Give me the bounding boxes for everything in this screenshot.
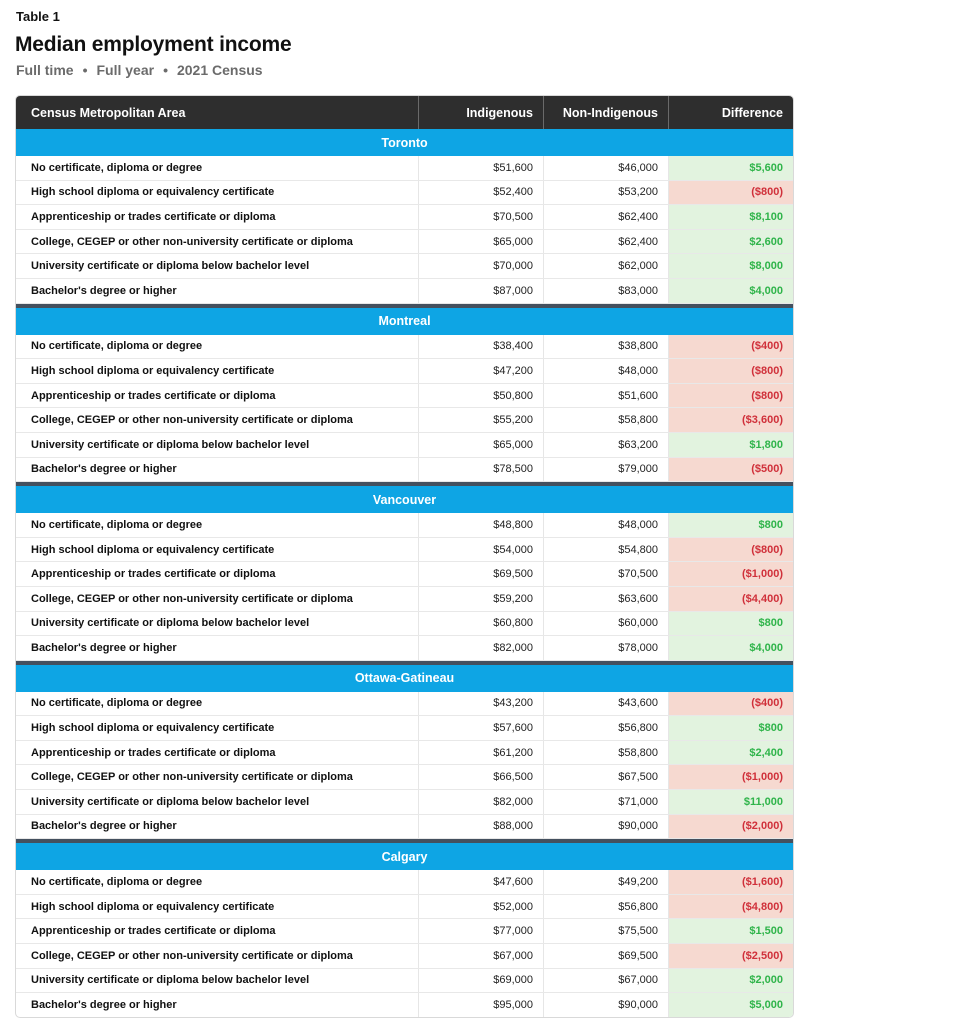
cell-education-level: Bachelor's degree or higher	[31, 463, 177, 476]
table-row	[16, 513, 793, 538]
cell-difference: $2,000	[668, 969, 793, 993]
cell-difference: $5,000	[668, 993, 793, 1017]
cell-non-indigenous: $90,000	[543, 993, 668, 1017]
cell-education-level: No certificate, diploma or degree	[31, 340, 203, 353]
cell-non-indigenous: $90,000	[543, 815, 668, 839]
cell-non-indigenous: $54,800	[543, 538, 668, 562]
cell-difference: ($2,500)	[668, 944, 793, 968]
cell-indigenous: $95,000	[418, 993, 543, 1017]
cell-difference: ($800)	[668, 538, 793, 562]
cell-education-level: No certificate, diploma or degree	[31, 518, 203, 531]
cell-indigenous: $54,000	[418, 538, 543, 562]
cell-difference: $5,600	[668, 156, 793, 180]
section-title: Ottawa-Gatineau	[16, 665, 793, 692]
cell-indigenous: $67,000	[418, 944, 543, 968]
table-row	[16, 790, 793, 815]
cell-education-level: Apprenticeship or trades certificate or diploma	[31, 210, 276, 223]
section-title: Calgary	[16, 843, 793, 870]
cell-indigenous: $38,400	[418, 335, 543, 359]
table-row	[16, 587, 793, 612]
cell-indigenous: $82,000	[418, 636, 543, 660]
cell-difference: $2,600	[668, 230, 793, 254]
cell-difference: ($1,000)	[668, 765, 793, 789]
table-row	[16, 815, 793, 840]
cell-non-indigenous: $38,800	[543, 335, 668, 359]
cell-non-indigenous: $60,000	[543, 612, 668, 636]
subtitle-separator: •	[163, 62, 168, 78]
cell-difference: ($500)	[668, 458, 793, 482]
cell-non-indigenous: $48,000	[543, 513, 668, 537]
cell-education-level: Apprenticeship or trades certificate or diploma	[31, 389, 276, 402]
table-row	[16, 230, 793, 255]
cell-education-level: University certificate or diploma below bachelor level	[31, 260, 310, 273]
cell-indigenous: $57,600	[418, 716, 543, 740]
cell-education-level: College, CEGEP or other non-university certificate or diploma	[31, 414, 353, 427]
cell-indigenous: $66,500	[418, 765, 543, 789]
table-row	[16, 612, 793, 637]
cell-difference: ($400)	[668, 335, 793, 359]
cell-education-level: Apprenticeship or trades certificate or diploma	[31, 568, 276, 581]
cell-indigenous: $88,000	[418, 815, 543, 839]
cell-difference: ($800)	[668, 359, 793, 383]
cell-indigenous: $65,000	[418, 433, 543, 457]
cell-non-indigenous: $69,500	[543, 944, 668, 968]
cell-indigenous: $52,400	[418, 181, 543, 205]
cell-non-indigenous: $56,800	[543, 895, 668, 919]
table-row	[16, 359, 793, 384]
cell-indigenous: $69,500	[418, 562, 543, 586]
cell-non-indigenous: $75,500	[543, 919, 668, 943]
cell-non-indigenous: $78,000	[543, 636, 668, 660]
cell-indigenous: $48,800	[418, 513, 543, 537]
cell-difference: $8,000	[668, 254, 793, 278]
cell-education-level: High school diploma or equivalency certificate	[31, 364, 275, 377]
table-row	[16, 895, 793, 920]
section-title: Vancouver	[16, 486, 793, 513]
cell-difference: ($2,000)	[668, 815, 793, 839]
table-row	[16, 919, 793, 944]
subtitle-full-time: Full time	[16, 62, 74, 78]
cell-non-indigenous: $79,000	[543, 458, 668, 482]
cell-difference: ($1,600)	[668, 870, 793, 894]
cell-education-level: Apprenticeship or trades certificate or diploma	[31, 746, 276, 759]
table-row	[16, 944, 793, 969]
cell-education-level: University certificate or diploma below bachelor level	[31, 438, 310, 451]
cell-education-level: High school diploma or equivalency certificate	[31, 722, 275, 735]
cell-difference: $800	[668, 513, 793, 537]
cell-education-level: No certificate, diploma or degree	[31, 697, 203, 710]
cell-education-level: Bachelor's degree or higher	[31, 641, 177, 654]
table-row	[16, 408, 793, 433]
cell-education-level: Bachelor's degree or higher	[31, 820, 177, 833]
cell-non-indigenous: $48,000	[543, 359, 668, 383]
cell-indigenous: $82,000	[418, 790, 543, 814]
table-row	[16, 692, 793, 717]
subtitle	[16, 62, 263, 78]
cell-difference: ($800)	[668, 181, 793, 205]
cell-non-indigenous: $58,800	[543, 408, 668, 432]
table-row	[16, 969, 793, 994]
table-header	[16, 96, 793, 129]
cell-difference: $800	[668, 612, 793, 636]
table-row	[16, 636, 793, 661]
cell-non-indigenous: $62,400	[543, 230, 668, 254]
column-header-difference: Difference	[668, 96, 793, 129]
cell-difference: $1,500	[668, 919, 793, 943]
cell-difference: $4,000	[668, 279, 793, 303]
cell-indigenous: $47,200	[418, 359, 543, 383]
table-row	[16, 335, 793, 360]
cell-difference: ($4,800)	[668, 895, 793, 919]
cell-non-indigenous: $53,200	[543, 181, 668, 205]
column-header-non-indigenous: Non-Indigenous	[543, 96, 668, 129]
cell-indigenous: $55,200	[418, 408, 543, 432]
cell-difference: ($3,600)	[668, 408, 793, 432]
column-header-area: Census Metropolitan Area	[31, 105, 186, 120]
table-row	[16, 765, 793, 790]
cell-education-level: University certificate or diploma below bachelor level	[31, 617, 310, 630]
table-row	[16, 562, 793, 587]
cell-difference: $800	[668, 716, 793, 740]
cell-non-indigenous: $63,200	[543, 433, 668, 457]
table-row	[16, 384, 793, 409]
table-row	[16, 716, 793, 741]
cell-indigenous: $59,200	[418, 587, 543, 611]
cell-education-level: Bachelor's degree or higher	[31, 284, 177, 297]
table-row	[16, 741, 793, 766]
cell-non-indigenous: $67,500	[543, 765, 668, 789]
subtitle-census: 2021 Census	[176, 62, 263, 78]
cell-indigenous: $70,500	[418, 205, 543, 229]
cell-non-indigenous: $56,800	[543, 716, 668, 740]
cell-non-indigenous: $71,000	[543, 790, 668, 814]
cell-education-level: No certificate, diploma or degree	[31, 161, 203, 174]
subtitle-separator: •	[82, 62, 88, 78]
cell-non-indigenous: $62,000	[543, 254, 668, 278]
table-row	[16, 993, 793, 1017]
cell-indigenous: $69,000	[418, 969, 543, 993]
table-row	[16, 205, 793, 230]
cell-indigenous: $50,800	[418, 384, 543, 408]
table-row	[16, 156, 793, 181]
cell-non-indigenous: $58,800	[543, 741, 668, 765]
cell-education-level: High school diploma or equivalency certificate	[31, 900, 275, 913]
cell-education-level: No certificate, diploma or degree	[31, 876, 203, 889]
column-header-indigenous: Indigenous	[418, 96, 543, 129]
table-body	[16, 129, 793, 1017]
page-title: Median employment income	[15, 33, 292, 56]
cell-difference: ($800)	[668, 384, 793, 408]
cell-non-indigenous: $51,600	[543, 384, 668, 408]
table-row	[16, 254, 793, 279]
cell-indigenous: $43,200	[418, 692, 543, 716]
cell-education-level: College, CEGEP or other non-university certificate or diploma	[31, 592, 353, 605]
section-title: Toronto	[16, 129, 793, 156]
cell-indigenous: $51,600	[418, 156, 543, 180]
cell-non-indigenous: $63,600	[543, 587, 668, 611]
subtitle-full-year: Full year	[96, 62, 155, 78]
table-row	[16, 870, 793, 895]
cell-education-level: University certificate or diploma below bachelor level	[31, 974, 310, 987]
cell-difference: ($4,400)	[668, 587, 793, 611]
cell-education-level: University certificate or diploma below bachelor level	[31, 795, 310, 808]
cell-non-indigenous: $49,200	[543, 870, 668, 894]
cell-education-level: High school diploma or equivalency certificate	[31, 186, 275, 199]
table-row	[16, 538, 793, 563]
section-title: Montreal	[16, 308, 793, 335]
cell-education-level: College, CEGEP or other non-university certificate or diploma	[31, 771, 353, 784]
table-row	[16, 181, 793, 206]
cell-education-level: Apprenticeship or trades certificate or diploma	[31, 925, 276, 938]
table-row	[16, 279, 793, 304]
table-row	[16, 458, 793, 483]
cell-non-indigenous: $62,400	[543, 205, 668, 229]
cell-difference: $11,000	[668, 790, 793, 814]
cell-indigenous: $65,000	[418, 230, 543, 254]
cell-indigenous: $70,000	[418, 254, 543, 278]
cell-difference: $1,800	[668, 433, 793, 457]
cell-non-indigenous: $43,600	[543, 692, 668, 716]
cell-difference: ($400)	[668, 692, 793, 716]
cell-indigenous: $47,600	[418, 870, 543, 894]
cell-indigenous: $77,000	[418, 919, 543, 943]
cell-indigenous: $87,000	[418, 279, 543, 303]
table-label: Table 1	[16, 9, 60, 24]
cell-non-indigenous: $70,500	[543, 562, 668, 586]
cell-difference: $2,400	[668, 741, 793, 765]
cell-difference: $8,100	[668, 205, 793, 229]
cell-indigenous: $52,000	[418, 895, 543, 919]
cell-education-level: College, CEGEP or other non-university certificate or diploma	[31, 949, 353, 962]
cell-difference: ($1,000)	[668, 562, 793, 586]
cell-non-indigenous: $67,000	[543, 969, 668, 993]
cell-difference: $4,000	[668, 636, 793, 660]
cell-indigenous: $78,500	[418, 458, 543, 482]
cell-non-indigenous: $46,000	[543, 156, 668, 180]
cell-indigenous: $61,200	[418, 741, 543, 765]
cell-education-level: High school diploma or equivalency certificate	[31, 543, 275, 556]
cell-non-indigenous: $83,000	[543, 279, 668, 303]
cell-education-level: Bachelor's degree or higher	[31, 999, 177, 1012]
cell-indigenous: $60,800	[418, 612, 543, 636]
cell-education-level: College, CEGEP or other non-university certificate or diploma	[31, 235, 353, 248]
table-row	[16, 433, 793, 458]
income-table	[15, 95, 794, 1018]
